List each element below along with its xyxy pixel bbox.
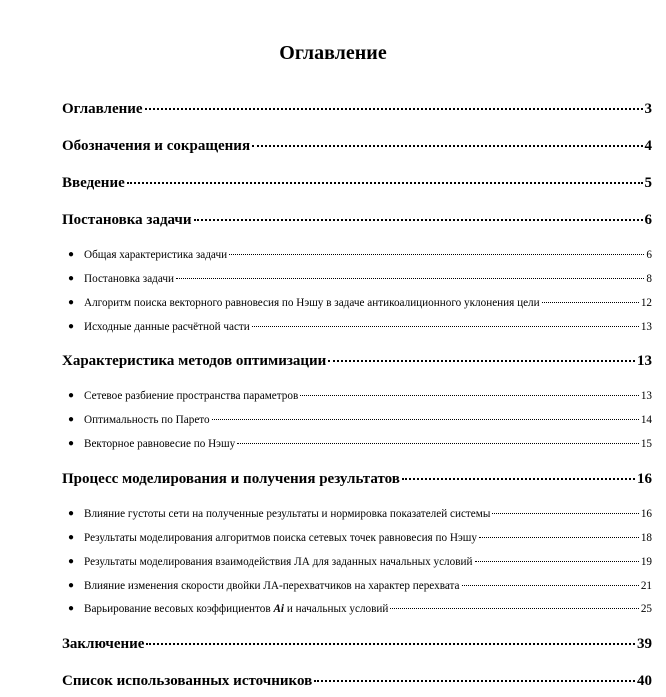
toc-page-number: 6 [644, 212, 652, 228]
bullet-icon: ● [68, 580, 75, 591]
toc-subentry[interactable] [68, 603, 652, 615]
toc-page-number: 6 [646, 249, 652, 261]
leader-dots [237, 443, 639, 444]
bullet-icon: ● [68, 321, 75, 332]
toc-entry[interactable] [62, 138, 652, 155]
toc-page-number: 21 [640, 580, 652, 592]
leader-dots [300, 395, 639, 396]
leader-dots [127, 182, 643, 184]
toc-entry-label: Постановка задачи [84, 273, 175, 285]
toc-page-number: 25 [640, 603, 652, 615]
toc-entry-label: Алгоритм поиска векторного равновесия по Нэшу в задаче антикоалиционного уклонения цели [84, 297, 540, 309]
toc-subentry[interactable] [68, 556, 652, 568]
toc-entry-label: Характеристика методов оптимизации [62, 353, 327, 369]
toc-page-number: 18 [640, 532, 652, 544]
toc-entry-label: Список использованных источников [62, 673, 313, 689]
toc-entry-label: Оптимальность по Парето [84, 414, 210, 426]
toc-page-number: 13 [640, 390, 652, 402]
toc-page-number: 15 [640, 438, 652, 450]
toc-entry[interactable] [62, 353, 652, 370]
bullet-icon: ● [68, 249, 75, 260]
leader-dots [390, 608, 638, 609]
leader-dots [462, 585, 639, 586]
toc-subentry[interactable] [68, 532, 652, 544]
toc-page-number: 8 [646, 273, 652, 285]
bullet-icon: ● [68, 414, 75, 425]
leader-dots [252, 326, 639, 327]
toc-subentry[interactable] [68, 414, 652, 426]
toc-subentry[interactable] [68, 438, 652, 450]
leader-dots [492, 513, 638, 514]
leader-dots [146, 643, 635, 645]
toc-entry[interactable] [62, 101, 652, 118]
toc-page-number: 14 [640, 414, 652, 426]
bullet-icon: ● [68, 297, 75, 308]
toc-entry[interactable] [62, 673, 652, 690]
toc-entry-label: Заключение [62, 636, 145, 652]
toc-page-number: 39 [637, 636, 652, 652]
toc-entry[interactable] [62, 212, 652, 229]
bullet-icon: ● [68, 273, 75, 284]
leader-dots [212, 419, 639, 420]
toc-subentry[interactable] [68, 321, 652, 333]
leader-dots [252, 145, 642, 147]
toc-entry[interactable] [62, 471, 652, 488]
bullet-icon: ● [68, 556, 75, 567]
toc-entry-label: Обозначения и сокращения [62, 138, 251, 154]
bullet-icon: ● [68, 438, 75, 449]
toc-entry-label: Варьирование весовых коэффициентов Ai и начальных условий [84, 603, 389, 615]
toc-subentry[interactable] [68, 580, 652, 592]
toc-page-number: 4 [644, 138, 652, 154]
toc-entry-label: Постановка задачи [62, 212, 192, 228]
toc-entry-label: Введение [62, 175, 125, 191]
leader-dots [475, 561, 639, 562]
leader-dots [402, 478, 635, 480]
toc-page-number: 12 [640, 297, 652, 309]
toc-subentry[interactable] [68, 249, 652, 261]
toc-entry-label: Векторное равновесие по Нэшу [84, 438, 236, 450]
toc-subentry[interactable] [68, 273, 652, 285]
toc-entry-label: Влияние густоты сети на полученные результаты и нормировка показателей системы [84, 508, 491, 520]
toc-subentry[interactable] [68, 508, 652, 520]
toc-subentry[interactable] [68, 297, 652, 309]
toc-page-number: 13 [637, 353, 652, 369]
leader-dots [176, 278, 644, 279]
toc-entry-label: Процесс моделирования и получения результатов [62, 471, 400, 487]
toc-entry-label: Общая характеристика задачи [84, 249, 228, 261]
toc-entry-label: Сетевое разбиение пространства параметров [84, 390, 299, 402]
toc-page-number: 16 [640, 508, 652, 520]
leader-dots [229, 254, 644, 255]
page-title: Оглавление [279, 42, 387, 64]
toc-entry-label: Исходные данные расчётной части [84, 321, 250, 333]
toc-entry[interactable] [62, 175, 652, 192]
toc-subentry[interactable] [68, 390, 652, 402]
leader-dots [194, 219, 643, 221]
weight-symbol: Ai [273, 603, 285, 615]
bullet-icon: ● [68, 390, 75, 401]
toc-page-number: 19 [640, 556, 652, 568]
leader-dots [542, 302, 639, 303]
toc-page-number: 3 [644, 101, 652, 117]
bullet-icon: ● [68, 508, 75, 519]
leader-dots [328, 360, 635, 362]
bullet-icon: ● [68, 603, 75, 614]
toc-page-number: 5 [644, 175, 652, 191]
toc-page-number: 40 [637, 673, 652, 689]
toc-entry-label: Оглавление [62, 101, 143, 117]
toc-page-number: 16 [637, 471, 652, 487]
bullet-icon: ● [68, 532, 75, 543]
toc-page-number: 13 [640, 321, 652, 333]
leader-dots [314, 680, 635, 682]
toc-entry-label: Влияние изменения скорости двойки ЛА-перехватчиков на характер перехвата [84, 580, 460, 592]
toc-entry-label: Результаты моделирования взаимодействия ЛА для заданных начальных условий [84, 556, 473, 568]
leader-dots [479, 537, 639, 538]
toc-entry-label: Результаты моделирования алгоритмов поиска сетевых точек равновесия по Нэшу [84, 532, 477, 544]
toc-entry[interactable] [62, 636, 652, 653]
leader-dots [145, 108, 643, 110]
